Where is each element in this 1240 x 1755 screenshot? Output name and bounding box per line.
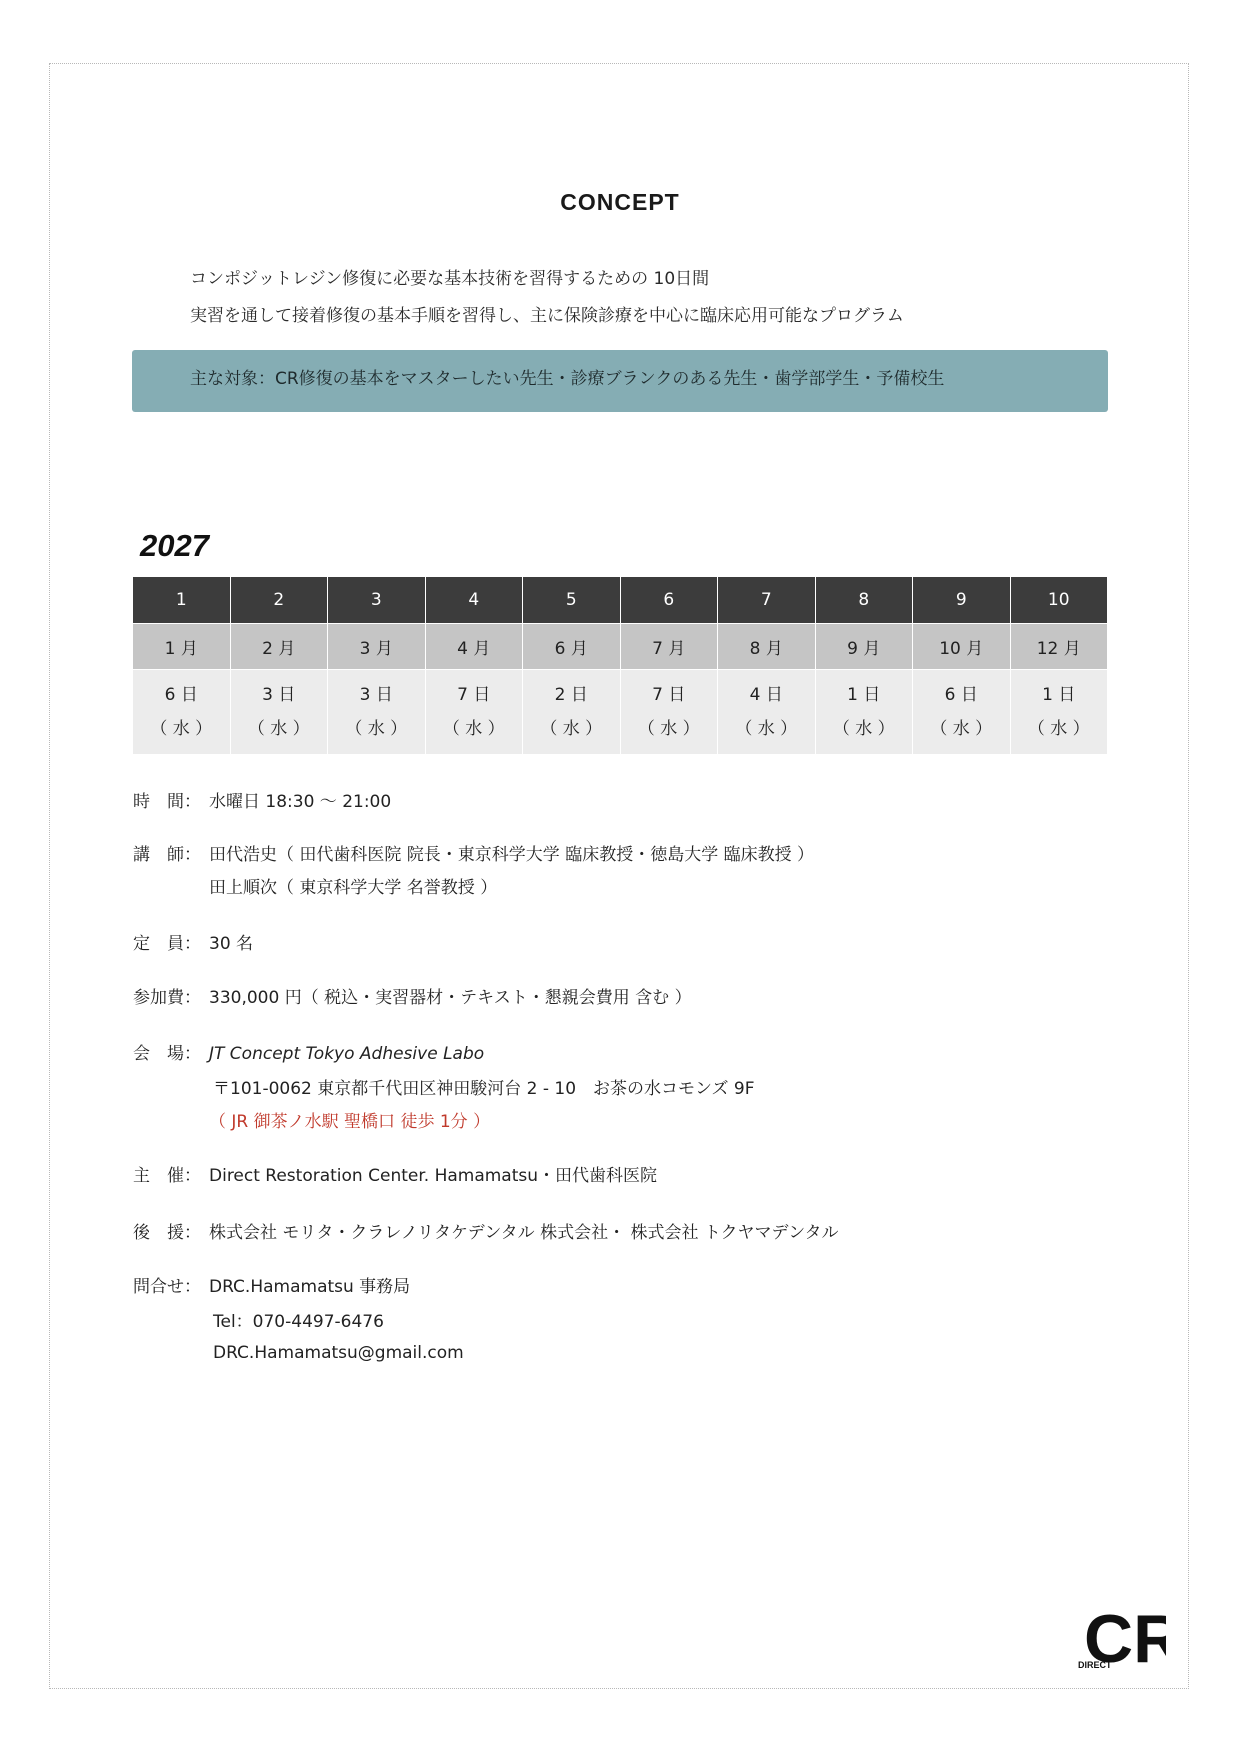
session-number: 3 — [328, 577, 426, 624]
logo-letters: CR — [1084, 1601, 1166, 1670]
session-day-cell — [913, 670, 1011, 755]
session-number: 5 — [523, 577, 621, 624]
time-label: 時 間： — [133, 792, 201, 812]
session-day-row — [133, 670, 1108, 755]
intro-line-1: コンポジットレジン修復に必要な基本技術を習得するための 10日間 — [190, 269, 710, 289]
organizer-value: Direct Restoration Center. Hamamatsu・田代歯科医院 — [209, 1166, 658, 1186]
session-number: 10 — [1010, 577, 1108, 624]
session-day-cell — [425, 670, 523, 755]
session-day-cell — [230, 670, 328, 755]
lecturer-value-1: 田代浩史（ 田代歯科医院 院長・東京科学大学 臨床教授・徳島大学 臨床教授 ） — [209, 845, 815, 865]
session-day-cell — [328, 670, 426, 755]
venue-row — [133, 1039, 484, 1064]
session-weekday: （ 水 ） — [442, 719, 505, 739]
session-weekday: （ 水 ） — [345, 719, 408, 739]
lecturer-row — [133, 840, 814, 865]
organizer-row — [133, 1161, 657, 1186]
direct-cr-logo — [1076, 1600, 1166, 1670]
session-number: 6 — [620, 577, 718, 624]
support-row — [133, 1218, 839, 1243]
target-audience-text: 主な対象：CR修復の基本をマスターしたい先生・診療ブランクのある先生・歯学部学生・予備校生 — [190, 369, 945, 389]
support-value: 株式会社 モリタ・クラレノリタケデンタル 株式会社・ 株式会社 トクヤマデンタル — [209, 1223, 839, 1243]
session-number: 1 — [133, 577, 231, 624]
contact-row — [133, 1272, 410, 1297]
page-title: CONCEPT — [560, 189, 680, 215]
session-month: 12 月 — [1010, 624, 1108, 670]
intro-line-2: 実習を通して接着修復の基本手順を習得し、主に保険診療を中心に臨床応用可能なプログラム — [190, 306, 904, 326]
venue-address: 〒101-0062 東京都千代田区神田駿河台 2 - 10 お茶の水コモンズ 9F — [213, 1079, 755, 1099]
capacity-label: 定 員： — [133, 934, 201, 954]
capacity-row — [133, 929, 253, 954]
session-day: 2 日 — [554, 685, 588, 705]
session-day: 4 日 — [749, 685, 783, 705]
session-number: 7 — [718, 577, 816, 624]
session-day: 6 日 — [944, 685, 978, 705]
session-weekday: （ 水 ） — [832, 719, 895, 739]
session-weekday: （ 水 ） — [540, 719, 603, 739]
session-month: 1 月 — [133, 624, 231, 670]
session-weekday: （ 水 ） — [735, 719, 798, 739]
target-audience-band — [132, 350, 1108, 412]
contact-label: 問合せ： — [133, 1277, 201, 1297]
session-number: 8 — [815, 577, 913, 624]
support-label: 後 援： — [133, 1223, 201, 1243]
logo-word: DIRECT — [1078, 1660, 1112, 1670]
session-month: 3 月 — [328, 624, 426, 670]
session-day: 7 日 — [457, 685, 491, 705]
session-number-row — [133, 577, 1108, 624]
schedule-year: 2027 — [140, 528, 209, 563]
session-day: 6 日 — [164, 685, 198, 705]
session-day-cell — [133, 670, 231, 755]
session-month: 6 月 — [523, 624, 621, 670]
session-month: 9 月 — [815, 624, 913, 670]
contact-tel[interactable]: Tel：070-4497-6476 — [213, 1312, 384, 1332]
session-day-cell — [815, 670, 913, 755]
session-weekday: （ 水 ） — [247, 719, 310, 739]
session-month: 8 月 — [718, 624, 816, 670]
venue-name: JT Concept Tokyo Adhesive Labo — [209, 1044, 485, 1064]
session-day: 7 日 — [652, 685, 686, 705]
session-number: 9 — [913, 577, 1011, 624]
session-month: 10 月 — [913, 624, 1011, 670]
organizer-label: 主 催： — [133, 1166, 201, 1186]
session-weekday: （ 水 ） — [1027, 719, 1090, 739]
lecturer-value-2: 田上順次（ 東京科学大学 名誉教授 ） — [209, 878, 498, 898]
capacity-value: 30 名 — [209, 934, 254, 954]
time-value: 水曜日 18:30 〜 21:00 — [209, 792, 392, 812]
session-day-cell — [718, 670, 816, 755]
time-row — [133, 787, 391, 812]
session-day: 3 日 — [262, 685, 296, 705]
session-weekday: （ 水 ） — [637, 719, 700, 739]
session-day-cell — [1010, 670, 1108, 755]
session-month: 7 月 — [620, 624, 718, 670]
lecturer-label: 講 師： — [133, 845, 201, 865]
contact-email[interactable]: DRC.Hamamatsu@gmail.com — [213, 1343, 464, 1363]
venue-label: 会 場： — [133, 1044, 201, 1064]
fee-value: 330,000 円（ 税込・実習器材・テキスト・懇親会費用 含む ） — [209, 988, 692, 1008]
session-day: 3 日 — [359, 685, 393, 705]
contact-office: DRC.Hamamatsu 事務局 — [209, 1277, 411, 1297]
venue-access: （ JR 御茶ノ水駅 聖橋口 徒歩 1分 ） — [209, 1112, 491, 1132]
fee-label: 参加費： — [133, 988, 201, 1008]
session-number: 2 — [230, 577, 328, 624]
session-weekday: （ 水 ） — [930, 719, 993, 739]
session-month: 4 月 — [425, 624, 523, 670]
session-number: 4 — [425, 577, 523, 624]
session-weekday: （ 水 ） — [150, 719, 213, 739]
session-day: 1 日 — [1042, 685, 1076, 705]
session-month-row — [133, 624, 1108, 670]
session-day-cell — [620, 670, 718, 755]
fee-row — [133, 983, 692, 1008]
session-month: 2 月 — [230, 624, 328, 670]
schedule-table — [132, 577, 1108, 754]
session-day-cell — [523, 670, 621, 755]
session-day: 1 日 — [847, 685, 881, 705]
